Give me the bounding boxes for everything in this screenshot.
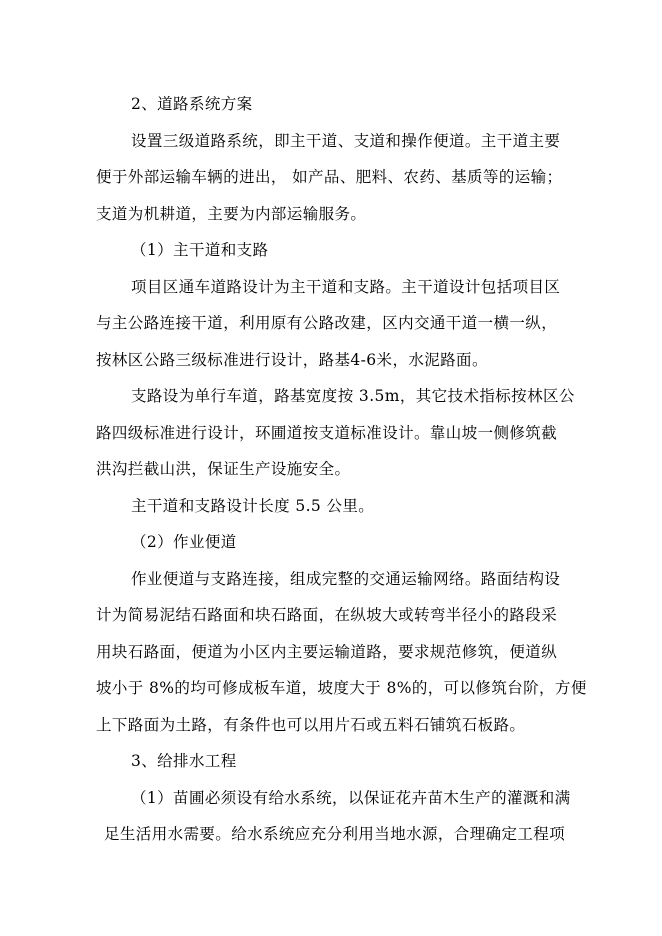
- subheading-work-road: （2）作业便道: [131, 533, 237, 551]
- paragraph-line: 计为简易泥结石路面和块石路面，在纵坡大或转弯半径小的路段采: [96, 606, 558, 624]
- paragraph-line: 便于外部运输车辆的进出， 如产品、肥料、农药、基质等的运输；: [96, 168, 563, 186]
- paragraph-line: 洪沟拦截山洪，保证生产设施安全。: [96, 460, 351, 478]
- paragraph-line: 坡小于 8%的均可修成板车道，坡度大于 8%的，可以修筑台阶，方便: [96, 679, 587, 697]
- paragraph-line: 用块石路面，便道为小区内主要运输道路，要求规范修筑，便道纵: [96, 643, 558, 661]
- paragraph-line: 支道为机耕道，主要为内部运输服务。: [96, 205, 367, 223]
- paragraph-line: 主干道和支路设计长度 5.5 公里。: [131, 497, 375, 515]
- paragraph-line: 上下路面为土路，有条件也可以用片石或五料石铺筑石板路。: [96, 716, 526, 734]
- paragraph-line: （1）苗圃必须设有给水系统，以保证花卉苗木生产的灌溉和满: [131, 789, 571, 807]
- paragraph-line: 足生活用水需要。给水系统应充分利用当地水源，合理确定工程项: [104, 825, 566, 843]
- paragraph-line: 设置三级道路系统，即主干道、支道和操作便道。主干道主要: [131, 132, 561, 150]
- section-heading-water-supply: 3、给排水工程: [131, 752, 237, 770]
- paragraph-line: 支路设为单行车道，路基宽度按 3.5m，其它技术指标按林区公: [131, 387, 575, 405]
- paragraph-line: 与主公路连接干道，利用原有公路改建，区内交通干道一横一纵，: [96, 314, 558, 332]
- paragraph-line: 作业便道与支路连接，组成完整的交通运输网络。路面结构设: [131, 570, 561, 588]
- section-heading-road-system: 2、道路系统方案: [131, 95, 253, 113]
- paragraph-line: 项目区通车道路设计为主干道和支路。主干道设计包括项目区: [131, 278, 561, 296]
- paragraph-line: 按林区公路三级标准进行设计，路基4-6米，水泥路面。: [96, 351, 488, 369]
- subheading-main-road: （1）主干道和支路: [131, 241, 269, 259]
- paragraph-line: 路四级标准进行设计，环圃道按支道标准设计。靠山坡一侧修筑截: [96, 424, 558, 442]
